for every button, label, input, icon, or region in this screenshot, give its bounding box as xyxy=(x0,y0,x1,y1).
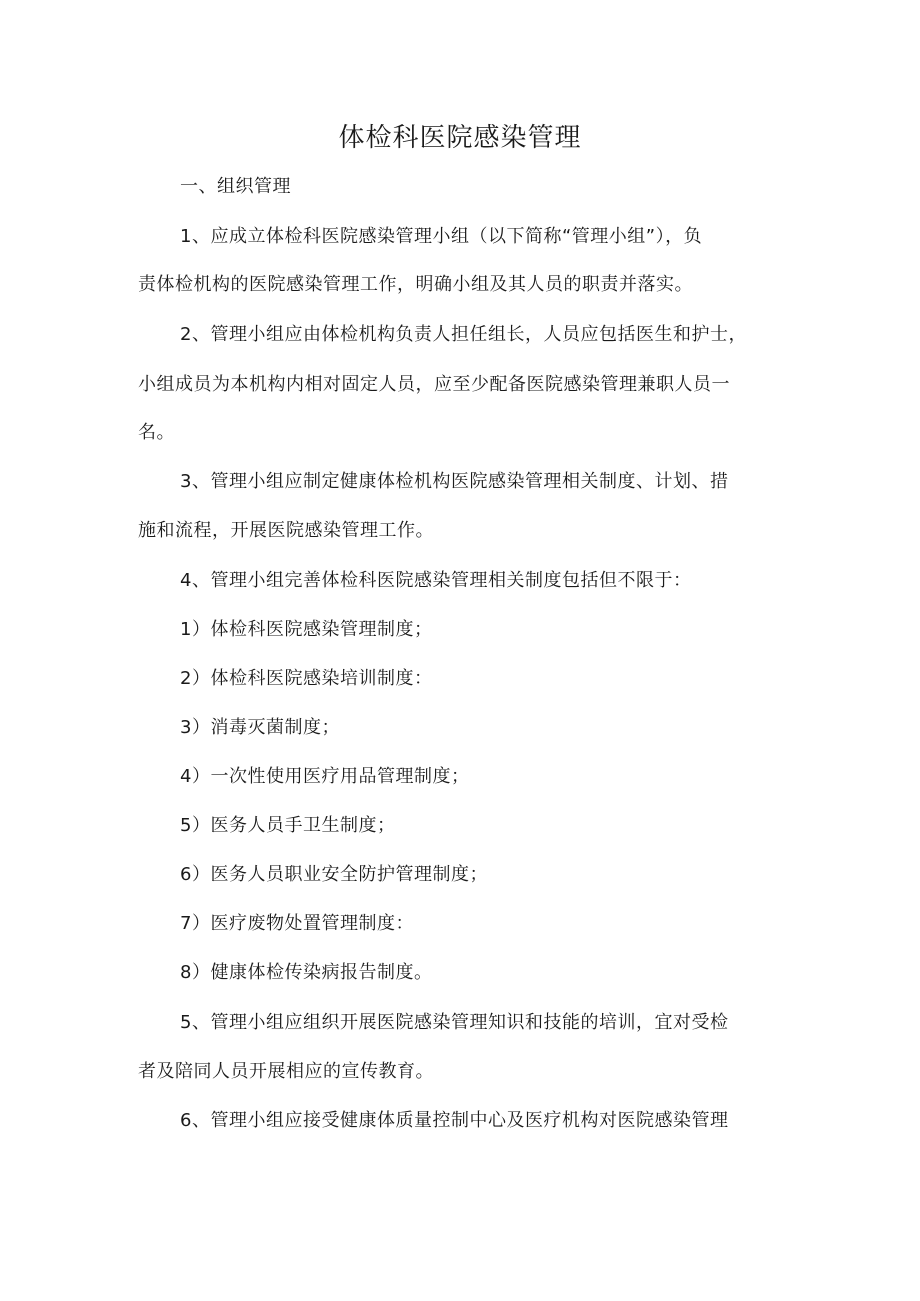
document-title: 体检科医院感染管理 xyxy=(338,123,582,153)
paragraph-line: 2、管理小组应由体检机构负责人担任组长，人员应包括医生和护士， xyxy=(180,324,747,345)
paragraph-line: 施和流程，开展医院感染管理工作。 xyxy=(138,520,434,541)
list-item: 8）健康体检传染病报告制度。 xyxy=(180,962,433,983)
paragraph-line: 小组成员为本机构内相对固定人员，应至少配备医院感染管理兼职人员一 xyxy=(138,374,730,395)
list-item: 7）医疗废物处置管理制度： xyxy=(180,913,414,934)
paragraph-line: 3、管理小组应制定健康体检机构医院感染管理相关制度、计划、措 xyxy=(180,471,729,492)
paragraph-line: 责体检机构的医院感染管理工作，明确小组及其人员的职责并落实。 xyxy=(138,274,693,295)
paragraph-line: 4、管理小组完善体检科医院感染管理相关制度包括但不限于： xyxy=(180,570,692,591)
paragraph-line: 6、管理小组应接受健康体质量控制中心及医疗机构对医院感染管理 xyxy=(180,1110,729,1131)
list-item: 6）医务人员职业安全防护管理制度； xyxy=(180,864,488,885)
list-item: 1）体检科医院感染管理制度； xyxy=(180,619,433,640)
list-item: 4）一次性使用医疗用品管理制度； xyxy=(180,766,470,787)
paragraph-line: 1、应成立体检科医院感染管理小组（以下简称“管理小组”），负 xyxy=(180,226,703,247)
list-item: 2）体检科医院感染培训制度： xyxy=(180,668,433,689)
list-item: 5）医务人员手卫生制度； xyxy=(180,815,396,836)
section-heading: 一、组织管理 xyxy=(180,176,291,197)
paragraph-line: 5、管理小组应组织开展医院感染管理知识和技能的培训，宜对受检 xyxy=(180,1012,729,1033)
list-item: 3）消毒灭菌制度； xyxy=(180,717,340,738)
paragraph-line: 名。 xyxy=(138,422,175,443)
paragraph-line: 者及陪同人员开展相应的宣传教育。 xyxy=(138,1061,434,1082)
